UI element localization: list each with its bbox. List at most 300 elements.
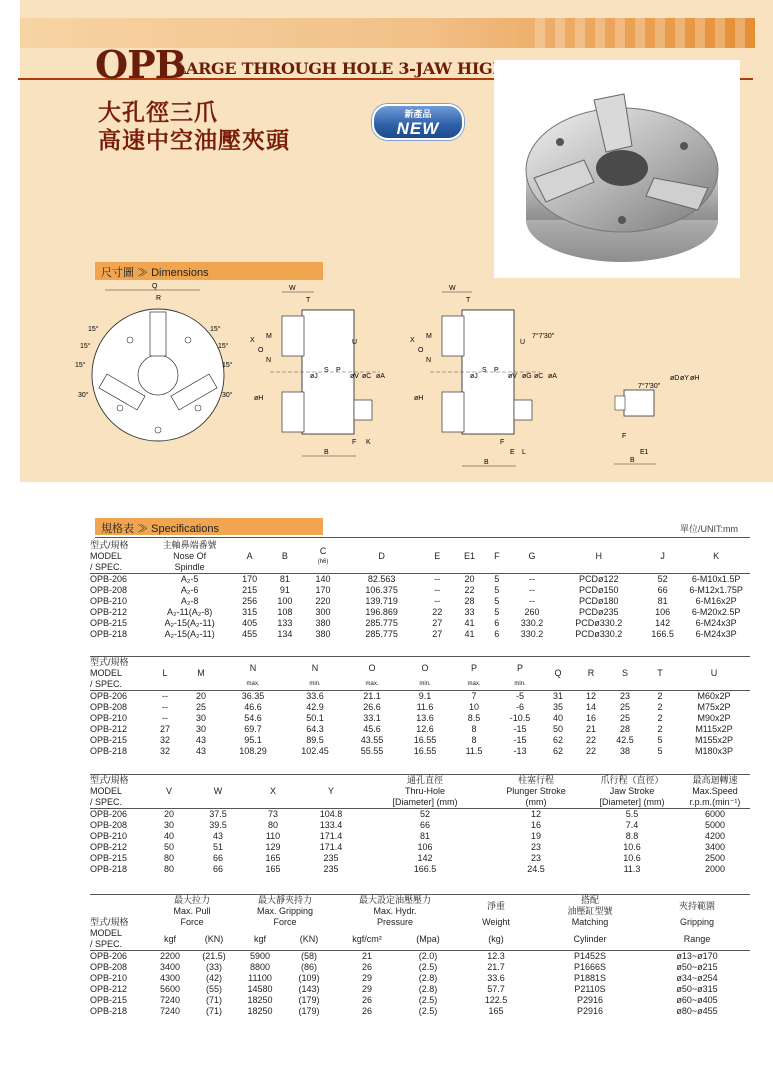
header-model-zh: 型式/規格 (90, 775, 148, 787)
header-max: max. (365, 681, 379, 687)
header-e: E (434, 551, 441, 561)
model-cell: OPB-212 (90, 607, 128, 617)
value-cell: 165 (265, 853, 281, 863)
value-cell: 2 (642, 691, 678, 703)
header-p-min: P (498, 657, 542, 680)
value-cell: 11.6 (416, 702, 434, 712)
value-cell: 22 (585, 735, 596, 745)
header-hydr-en: Max. Hydr. (373, 906, 417, 916)
value-cell: 14 (585, 702, 596, 712)
value-cell: 25 (619, 713, 630, 723)
value-cell: 330.2 (520, 629, 544, 639)
header-spindle-en: Spindle (174, 562, 205, 572)
value-cell: ø34~ø254 (676, 973, 718, 983)
value-cell: 2 (657, 702, 663, 712)
dim-e-label: E (510, 449, 515, 456)
value-cell: 5 (657, 735, 663, 745)
angle-label-30: 30° (78, 392, 89, 399)
header-range-zh: 夾持範圍 (644, 895, 750, 918)
header-o-max: O (344, 657, 400, 680)
dim-x-label: X (250, 337, 255, 344)
table-row (90, 735, 750, 746)
value-cell: (143) (298, 984, 320, 994)
header-w: W (190, 775, 246, 809)
front-view (75, 283, 233, 441)
table-row (90, 995, 750, 1006)
value-cell: 2 (657, 713, 663, 723)
model-cell: OPB-212 (90, 842, 128, 852)
header-thru-hole-unit: [Diameter] (mm) (392, 797, 458, 807)
value-cell: 6000 (680, 809, 750, 821)
value-cell: 35 (552, 702, 563, 712)
value-cell: ø13~ø170 (644, 951, 750, 963)
value-cell: 25 (619, 702, 630, 712)
value-cell: 33.1 (363, 713, 381, 723)
header-a: A (246, 551, 253, 561)
header-kgf: kgf (163, 933, 176, 944)
value-cell: 133.4 (319, 820, 343, 830)
value-cell: A₂-15(A₂-11) (164, 618, 215, 628)
value-cell: (71) (205, 1006, 222, 1016)
value-cell: A₂-8 (180, 596, 199, 606)
dim-f-label: F (500, 439, 505, 446)
value-cell: 20 (182, 691, 220, 703)
model-cell: OPB-210 (90, 596, 128, 606)
value-cell: 104.8 (300, 809, 362, 821)
value-cell: P2110S (574, 984, 606, 994)
value-cell: -- (162, 702, 168, 712)
table-row (90, 691, 750, 703)
bolt-hole (556, 138, 564, 146)
model-cell: OPB-206 (90, 574, 147, 586)
header-g: G (528, 551, 536, 561)
value-cell: 10.6 (623, 842, 641, 852)
value-cell: 22 (585, 746, 596, 756)
value-cell: (109) (298, 973, 320, 983)
model-cell: OPB-218 (90, 1006, 128, 1016)
angle-label-15: 15° (218, 343, 229, 350)
value-cell: 36.35 (220, 691, 286, 703)
model-cell: OPB-212 (90, 984, 128, 994)
header-t: T (642, 657, 678, 691)
header-kgf: kgf (253, 933, 266, 944)
value-cell: 11100 (248, 973, 272, 983)
value-cell: 91 (279, 585, 290, 595)
value-cell: 300 (315, 607, 331, 617)
dim-b-label: B (324, 449, 329, 456)
value-cell: 260 (524, 607, 540, 617)
value-cell: 5 (484, 574, 509, 586)
value-cell: 256 (242, 596, 258, 606)
value-cell: P1452S (536, 951, 644, 963)
dim-b-label: B (630, 457, 635, 464)
value-cell: 106 (655, 607, 671, 617)
header-kgfcm: kgf/cm² (352, 933, 382, 944)
value-cell: 4300 (159, 973, 181, 983)
value-cell: 69.7 (244, 724, 262, 734)
value-cell: 2200 (148, 951, 192, 963)
value-cell: 31 (542, 691, 574, 703)
chinese-title-line1: 大孔徑三爪 (98, 99, 218, 125)
value-cell: 16 (530, 820, 541, 830)
header-max-speed-zh: 最高迴轉速 (680, 775, 750, 787)
value-cell: -13 (513, 746, 527, 756)
value-cell: 12 (574, 691, 608, 703)
value-cell: 5 (657, 746, 663, 756)
value-cell: -- (509, 574, 554, 586)
value-cell: (55) (205, 984, 222, 994)
value-cell: 108 (277, 607, 293, 617)
header-thru-hole-zh: 通孔直徑 (362, 775, 488, 787)
header-model-zh: 型式/規格 (90, 540, 129, 550)
table-row (90, 618, 750, 629)
value-cell: 11.5 (465, 746, 483, 756)
header-plunger-zh: 柱塞行程 (488, 775, 584, 787)
value-cell: 22 (432, 607, 443, 617)
header-k: K (713, 551, 720, 561)
value-cell: 134 (277, 629, 293, 639)
value-cell: 50 (552, 724, 563, 734)
value-cell: A₂-11(A₂-8) (166, 607, 213, 617)
value-cell: P1666S (573, 962, 607, 972)
value-cell: -- (420, 574, 455, 586)
dim-r-label: R (156, 295, 162, 302)
dim-o-label: O (418, 347, 424, 354)
value-cell: 23 (530, 842, 541, 852)
value-cell: 285.775 (365, 618, 398, 628)
value-cell: (2.5) (418, 962, 438, 972)
angle-label-15: 15° (75, 362, 86, 369)
header-grip-en: Max. Gripping (256, 906, 314, 916)
header-s: S (608, 657, 642, 691)
model-cell: OPB-215 (90, 618, 128, 628)
value-cell: (179) (298, 995, 320, 1005)
value-cell: (2.8) (418, 973, 438, 983)
value-cell: 2500 (704, 853, 726, 863)
value-cell: 21 (585, 724, 596, 734)
value-cell: 52 (362, 809, 488, 821)
value-cell: 20 (148, 809, 190, 821)
value-cell: 8 (471, 735, 477, 745)
value-cell: 33.6 (487, 973, 505, 983)
value-cell: 8800 (249, 962, 271, 972)
header-n-min: N (286, 657, 344, 680)
value-cell: M90x2P (697, 713, 731, 723)
header-blank (90, 895, 148, 918)
header-model-zh: 型式/規格 (90, 917, 129, 927)
value-cell: 455 (242, 629, 258, 639)
jaw-slot (150, 312, 166, 356)
value-cell: 73 (246, 809, 300, 821)
value-cell: 5 (494, 596, 500, 606)
value-cell: ø80~ø455 (676, 1006, 718, 1016)
value-cell: (2.0) (400, 951, 456, 963)
value-cell: 80 (267, 820, 278, 830)
table-row (90, 831, 750, 842)
value-cell: (179) (298, 1006, 320, 1016)
value-cell: (42) (205, 973, 222, 983)
header-range-en: Gripping (679, 917, 715, 927)
value-cell: 6-M16x2P (695, 596, 737, 606)
table-row (90, 842, 750, 853)
value-cell: 5.5 (584, 809, 680, 821)
dim-s-label: S (324, 367, 329, 374)
model-cell: OPB-210 (90, 713, 128, 723)
dim-p-label: P (494, 367, 499, 374)
table-row (90, 713, 750, 724)
dim-x-label: X (410, 337, 415, 344)
value-cell: 66 (212, 864, 223, 874)
value-cell: (71) (205, 995, 222, 1005)
value-cell: 95.1 (244, 735, 262, 745)
jaw-section (282, 316, 304, 356)
dim-q-label: Q (152, 283, 158, 290)
value-cell: 5600 (159, 984, 181, 994)
through-hole (596, 150, 648, 186)
value-cell: 2 (657, 724, 663, 734)
dim-t-label: T (306, 297, 311, 304)
dim-n-label: N (266, 357, 272, 364)
value-cell: 24.5 (527, 864, 545, 874)
angle-label-15: 15° (88, 326, 99, 333)
header-y: Y (300, 775, 362, 809)
model-cell: OPB-208 (90, 585, 128, 595)
value-cell: 235 (323, 853, 339, 863)
value-cell: 27 (432, 618, 443, 628)
header-v: V (148, 775, 190, 809)
value-cell: (2.5) (418, 1006, 438, 1016)
spec-table-1 (90, 540, 750, 640)
spec-table-3-body (90, 809, 750, 876)
value-cell: 89.5 (306, 735, 324, 745)
bore-circle (138, 355, 178, 395)
model-cell: OPB-215 (90, 735, 128, 745)
dim-u-label: U (520, 339, 526, 346)
header-range-en2: Range (683, 933, 711, 944)
value-cell: 50 (163, 842, 174, 852)
dim-o-label: O (258, 347, 264, 354)
value-cell: 12.3 (456, 951, 536, 963)
value-cell: 29 (361, 973, 372, 983)
value-cell: 66 (419, 820, 430, 830)
header-m: M (182, 657, 220, 691)
value-cell: 133 (277, 618, 293, 628)
value-cell: 50.1 (306, 713, 324, 723)
value-cell: 21 (334, 951, 400, 963)
header-cylinder-en2: Cylinder (573, 933, 607, 944)
header-j: J (660, 551, 665, 561)
header-p-max: P (450, 657, 498, 680)
spec-table-4 (90, 894, 750, 1017)
value-cell: 81 (267, 574, 302, 586)
value-cell: ø50~ø215 (676, 962, 718, 972)
table-row (90, 973, 750, 984)
value-cell: 43 (195, 735, 206, 745)
value-cell: 33 (464, 607, 475, 617)
header-e1: E1 (463, 551, 475, 561)
value-cell: 166.5 (651, 629, 674, 639)
value-cell: M155x2P (694, 735, 734, 745)
value-cell: 52 (643, 574, 682, 586)
header-cylinder-zh: 搭配 (536, 895, 644, 907)
dim-f-label: F (352, 439, 357, 446)
table-row (90, 724, 750, 735)
dimension-drawings (70, 280, 710, 480)
nose-section (514, 400, 532, 420)
value-cell: 6 (494, 629, 500, 639)
value-cell: 26 (361, 1006, 372, 1016)
chinese-title-line2: 高速中空油壓夾頭 (98, 127, 290, 153)
dim-b-label: B (484, 459, 489, 466)
unit-label: 單位/UNIT:mm (680, 524, 738, 534)
value-cell: 55.55 (360, 746, 384, 756)
section-divider (95, 537, 750, 538)
side-view-1 (250, 285, 385, 456)
value-cell: 62 (552, 735, 563, 745)
value-cell: 5900 (236, 951, 284, 963)
header-c-label: C (319, 545, 327, 556)
value-cell: 380 (315, 629, 331, 639)
table-row (90, 585, 750, 596)
header-min: min. (514, 681, 526, 687)
table-row (90, 702, 750, 713)
value-cell: 20 (455, 574, 484, 586)
value-cell: (21.5) (192, 951, 236, 963)
value-cell: 54.6 (244, 713, 262, 723)
value-cell: 285.775 (365, 629, 398, 639)
value-cell: 41 (464, 618, 475, 628)
header-weight-zh: 淨重 (456, 895, 536, 918)
value-cell: 43 (195, 746, 206, 756)
value-cell: 81 (419, 831, 430, 841)
table-row (90, 951, 750, 963)
header-pull-en: Max. Pull (173, 906, 211, 916)
value-cell: 330.2 (520, 618, 544, 628)
header-x: X (246, 775, 300, 809)
dim-c-label: øC (534, 373, 544, 380)
value-cell: 43.55 (360, 735, 384, 745)
dim-h-label: øH (254, 395, 264, 402)
value-cell: 21.7 (487, 962, 505, 972)
value-cell: 28 (619, 724, 630, 734)
header-max: max. (246, 681, 260, 687)
value-cell: 7240 (159, 995, 181, 1005)
table-row (90, 984, 750, 995)
product-headline: LARGE THROUGH HOLE 3-JAW HIGH SPEED POWER CHUCKS (175, 59, 730, 78)
value-cell: 129 (265, 842, 281, 852)
value-cell: 5000 (704, 820, 726, 830)
value-cell: 13.6 (416, 713, 434, 723)
header-nose-en: Nose Of (173, 551, 207, 561)
dim-m-label: M (426, 333, 432, 340)
value-cell: 40 (163, 831, 174, 841)
value-cell: ø60~ø405 (676, 995, 718, 1005)
table-row (90, 864, 750, 875)
value-cell: 6-M12x1.75P (689, 585, 743, 595)
table-row (90, 596, 750, 607)
header-kn: (KN) (204, 933, 224, 944)
value-cell: 19 (530, 831, 541, 841)
value-cell: A₂-15(A₂-11) (164, 629, 215, 639)
header-model-en: MODEL (90, 551, 123, 561)
value-cell: 7.4 (625, 820, 639, 830)
value-cell: 235 (323, 864, 339, 874)
detail-view (614, 375, 699, 464)
dim-j-label: øJ (310, 373, 318, 380)
value-cell: 165 (265, 864, 281, 874)
value-cell: 142 (417, 853, 433, 863)
angle-label-7730: 7°7'30" (638, 383, 661, 390)
value-cell: 405 (242, 618, 258, 628)
header-weight-unit: (kg) (488, 933, 504, 944)
value-cell: 18250 (247, 1006, 273, 1016)
value-cell: -15 (513, 724, 527, 734)
value-cell: 106.375 (365, 585, 398, 595)
value-cell: M180x3P (694, 746, 734, 756)
dim-f-label: F (622, 433, 627, 440)
value-cell: 62 (552, 746, 563, 756)
table-row (90, 820, 750, 831)
value-cell: PCDø235 (579, 607, 619, 617)
value-cell: (86) (300, 962, 317, 972)
value-cell: PCDø122 (555, 574, 643, 586)
angle-label-7730: 7°7'30" (532, 333, 555, 340)
value-cell: 80 (163, 864, 174, 874)
header-weight-en: Weight (482, 917, 510, 927)
header-model-zh: 型式/規格 (90, 657, 148, 669)
value-cell: A₂-6 (180, 585, 199, 595)
header-nose-zh: 主軸鼻端番號 (162, 540, 217, 550)
header-plunger-en: Plunger Stroke (506, 786, 566, 796)
value-cell: 16.55 (413, 735, 437, 745)
value-cell: -- (434, 596, 441, 606)
value-cell: 66 (657, 585, 668, 595)
new-product-badge (372, 104, 464, 140)
value-cell: 51 (212, 842, 223, 852)
value-cell: 3400 (704, 842, 726, 852)
value-cell: 18250 (247, 995, 273, 1005)
value-cell: 102.45 (301, 746, 329, 756)
header-spec-en: / SPEC. (90, 939, 123, 949)
value-cell: 41 (464, 629, 475, 639)
header-hydr-pressure: Pressure (376, 917, 413, 927)
value-cell: 43 (212, 831, 223, 841)
value-cell: (58) (284, 951, 334, 963)
value-cell: 215 (242, 585, 258, 595)
header-d: D (378, 551, 385, 561)
value-cell: 82.563 (344, 574, 420, 586)
header-f: F (494, 551, 500, 561)
dim-n-label: N (426, 357, 432, 364)
dim-h-label: øH (414, 395, 424, 402)
table-row (90, 809, 750, 821)
header-max: max. (467, 681, 481, 687)
value-cell: 2000 (704, 864, 726, 874)
model-cell: OPB-208 (90, 702, 128, 712)
value-cell: 166.5 (413, 864, 437, 874)
value-cell: (2.5) (418, 995, 438, 1005)
value-cell: 139.719 (365, 596, 398, 606)
value-cell: PCDø180 (579, 596, 619, 606)
header-mpa: (Mpa) (416, 933, 440, 944)
header-grip-zh: 最大靜夾持力 (236, 895, 334, 907)
value-cell: 380 (315, 618, 331, 628)
value-cell: 26 (361, 995, 372, 1005)
header-kn: (KN) (299, 933, 319, 944)
value-cell: 9.1 (400, 691, 450, 703)
table-row (90, 574, 750, 586)
header-c-sub: (h6) (317, 558, 329, 565)
